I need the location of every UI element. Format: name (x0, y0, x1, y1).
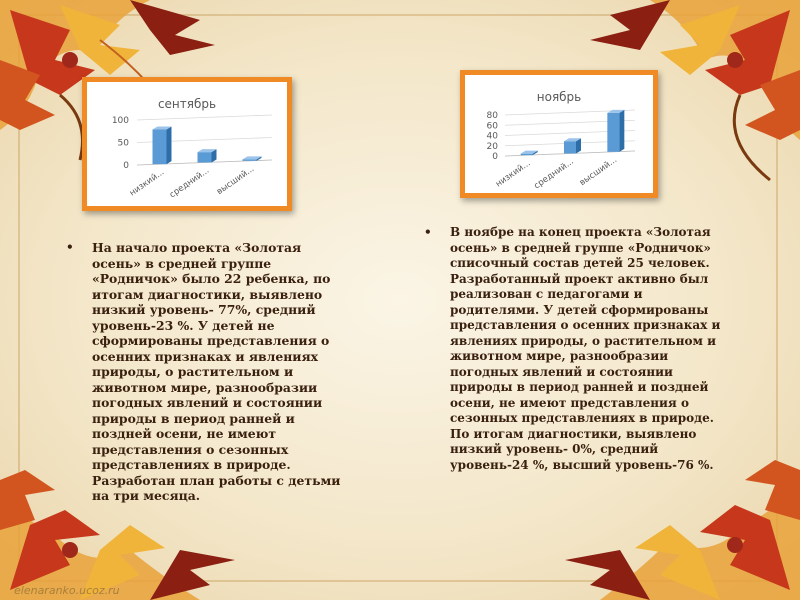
bar-front (521, 154, 533, 156)
bullet-icon: • (66, 240, 74, 254)
watermark: elenaranko.ucoz.ru (14, 584, 120, 597)
left-paragraph (66, 240, 344, 504)
x-category-label: высший... (577, 155, 620, 189)
x-category-label: средний... (532, 156, 576, 192)
bar-front (243, 159, 257, 161)
chart-november (460, 70, 658, 198)
y-tick-label: 0 (492, 152, 498, 162)
chart-title: сентябрь (157, 97, 217, 111)
bar-front (198, 152, 212, 162)
bar-2 (564, 138, 581, 153)
bullet-icon: • (424, 225, 432, 239)
chart-september (82, 77, 292, 211)
left-paragraph-text: На начало проекта «Золотая осень» в средней группе «Родничок» было 22 ребенка, по итогам диагностики, выявлено низкий уровень- 77%, средний уровень-23 %. У детей не сформированы представления о осенних признаках и явлениях природы, о растительном и животном мире, разнообразии погодных явлений и состоянии природы в период ранней и поздней осени, не имеют представления о сезонных представлениях в природе. Разработан план работы с детьми на три месяца. (92, 240, 341, 503)
bar-3 (607, 110, 624, 152)
right-paragraph (424, 225, 732, 473)
x-category-label: низкий... (493, 158, 533, 190)
bar-side (167, 127, 172, 165)
chart-title: ноябрь (536, 90, 582, 104)
y-tick-label: 0 (123, 161, 129, 171)
x-category-label: низкий... (127, 167, 167, 199)
bar-2 (198, 149, 217, 162)
bar-front (607, 113, 619, 152)
bar-side (619, 110, 624, 152)
y-tick-label: 40 (486, 131, 498, 142)
right-paragraph-text: В ноябре на конец проекта «Золотая осень» в средней группе «Родничок» списочный состав детей 25 человек. Разработанный проект активно был реализован с педагогами и родителями. У детей сформированы представления о осенних признаках и явлениях природы, о растительном и животном мире, разнообразии погодных явлений и состоянии природы в период ранней и поздней осени, не имеют представления о сезонных представлениях в природе. По итогам диагностики, выявлено низкий уровень- 0%, средний уровень-24 %, высший уровень-76 %. (450, 225, 721, 472)
bar-front (153, 130, 167, 165)
y-tick-label: 60 (486, 121, 498, 132)
y-tick-label: 20 (486, 141, 498, 152)
y-tick-label: 100 (111, 116, 129, 126)
x-category-label: высший... (214, 164, 257, 198)
x-category-label: средний... (167, 165, 212, 201)
chart-september-svg (87, 82, 287, 206)
chart-november-svg (465, 75, 653, 193)
gridline (137, 115, 272, 120)
bar-1 (153, 127, 172, 165)
bar-front (564, 141, 576, 153)
y-tick-label: 50 (117, 138, 129, 149)
y-tick-label: 80 (486, 111, 498, 121)
